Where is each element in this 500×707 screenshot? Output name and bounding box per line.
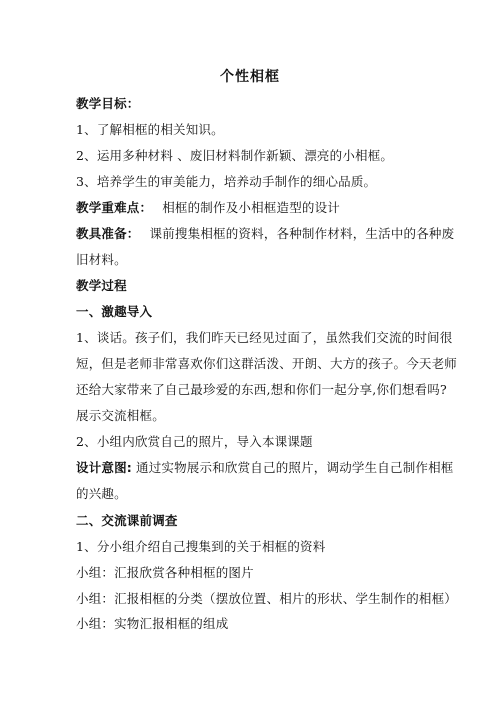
- key-points-text: 相框的制作及小相框造型的设计: [162, 200, 341, 215]
- section2-item-3: 小组：汇报相框的分类（摆放位置、相片的形状、学生制作的相框）: [76, 591, 458, 606]
- design-intent-row: [76, 460, 454, 476]
- objective-item-2: 2、运用多种材料 、废旧材料制作新颖、漂亮的小相框。: [76, 148, 394, 163]
- section1-heading: 一、激趣导入: [76, 304, 153, 319]
- section2-item-1: 1、分小组介绍自己搜集到的关于相框的资料: [76, 539, 326, 554]
- key-points-label: 教学重难点：: [76, 200, 153, 215]
- page-title: 个性相框: [220, 69, 280, 85]
- section1-para1-line1: 1、谈话。孩子们，我们昨天已经见过面了，虽然我们交流的时间很: [76, 330, 453, 345]
- section2-item-2: 小组：汇报欣赏各种相框的图片: [76, 565, 254, 580]
- key-points-row: [76, 200, 436, 216]
- materials-label: 教具准备：: [76, 226, 140, 241]
- section1-para2: 2、小组内欣赏自己的照片，导入本课课题: [76, 434, 313, 449]
- section2-heading: 二、交流课前调查: [76, 513, 178, 528]
- materials-text-line1: 课前搜集相框的资料，各种制作材料，生活中的各种废: [149, 226, 455, 241]
- materials-text-line2: 旧材料。: [76, 252, 127, 267]
- process-heading: 教学过程: [76, 278, 127, 293]
- objective-item-3: 3、培养学生的审美能力，培养动手制作的细心品质。: [76, 174, 377, 189]
- design-intent-line1: 通过实物展示和欣赏自己的照片，调动学生自己制作相框: [136, 460, 454, 475]
- section1-para1-line3: 还给大家带来了自己最珍爱的东西,想和你们一起分享,你们想看吗?: [76, 382, 447, 397]
- objectives-heading: 教学目标：: [76, 96, 140, 111]
- design-intent-line2: 的兴趣。: [76, 486, 127, 501]
- section1-para1-line4: 展示交流相框。: [76, 408, 165, 423]
- design-intent-label: 设计意图:: [76, 460, 132, 475]
- section1-para1-line2: 短，但是老师非常喜欢你们这群活泼、开朗、大方的孩子。今天老师: [76, 356, 458, 371]
- objective-item-1: 1、了解相框的相关知识。: [76, 122, 224, 137]
- materials-row: [76, 226, 455, 242]
- section2-item-4: 小组：实物汇报相框的组成: [76, 616, 229, 631]
